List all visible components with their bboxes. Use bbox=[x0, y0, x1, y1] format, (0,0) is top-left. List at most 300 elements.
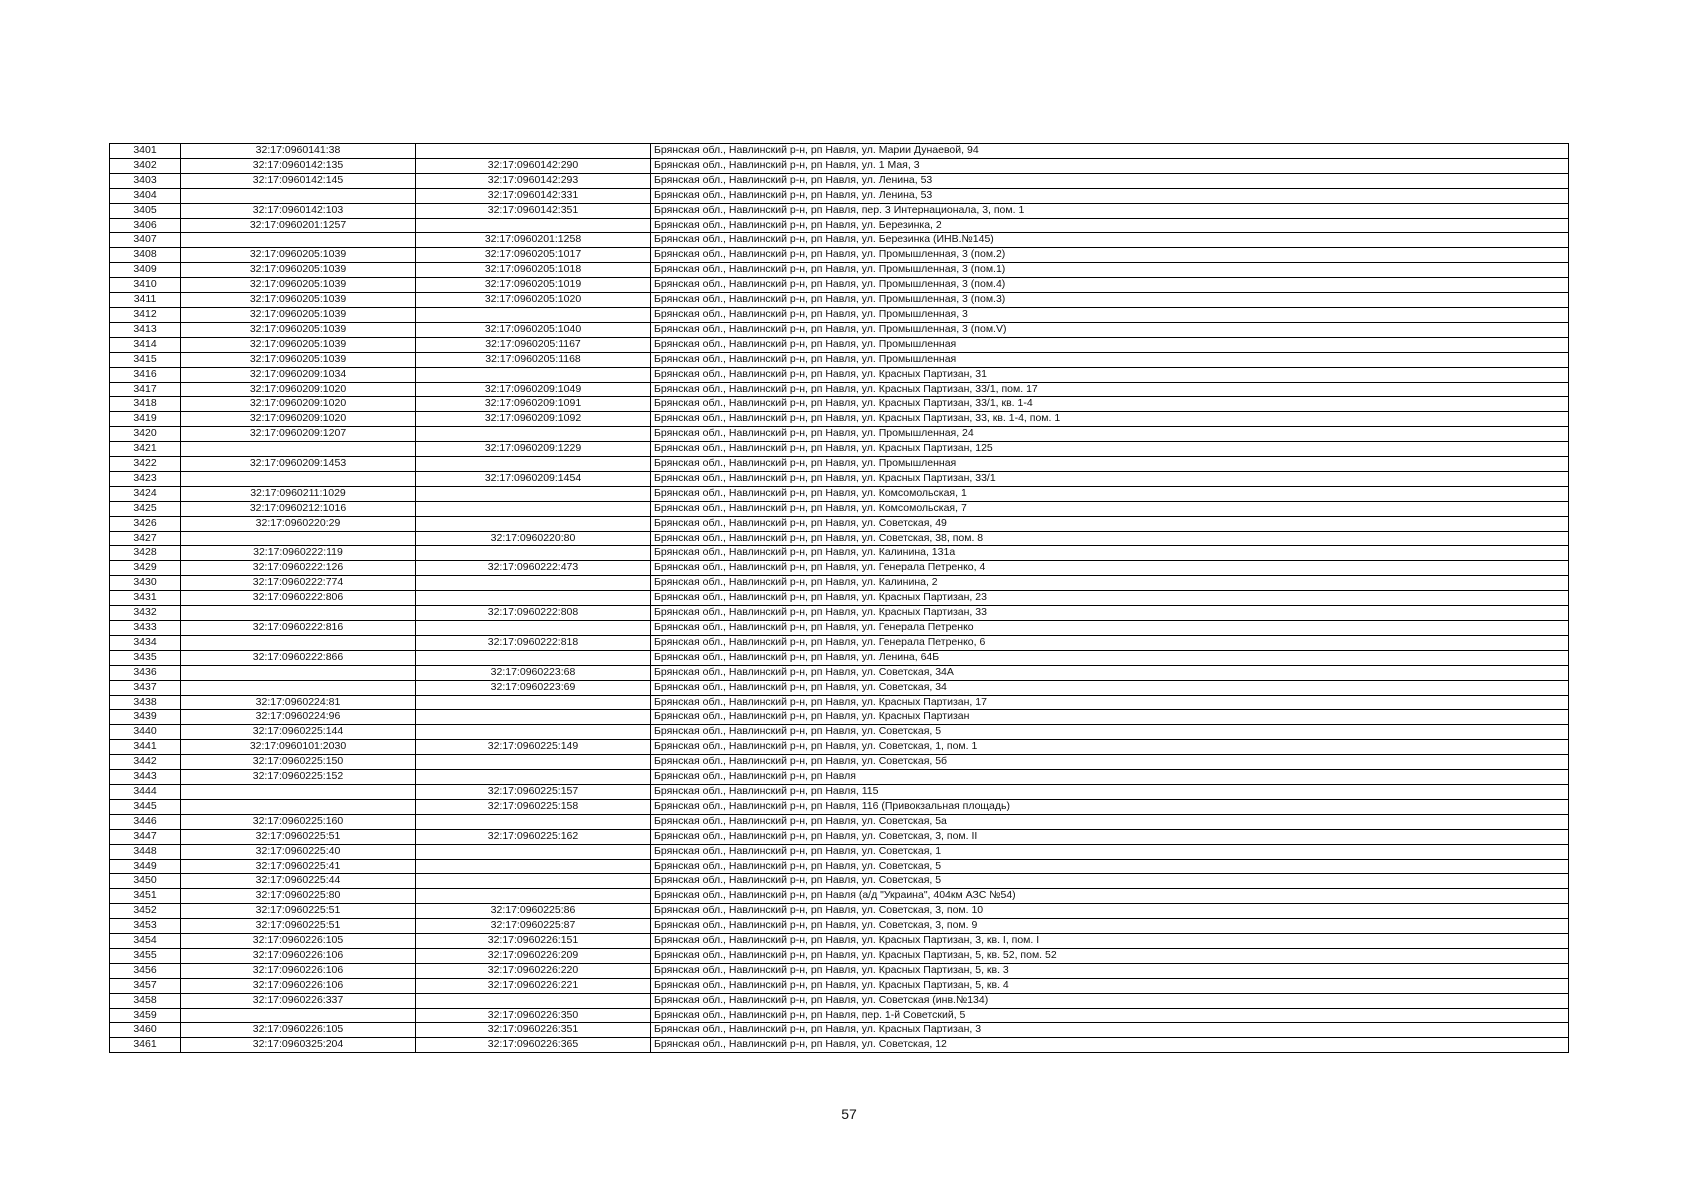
cadastral-number-cell bbox=[181, 606, 416, 621]
address-cell: Брянская обл., Навлинский р-н, рп Навля, ул. Красных Партизан, 33 bbox=[651, 606, 1569, 621]
row-number-cell: 3449 bbox=[110, 859, 181, 874]
cadastral-number-cell: 32:17:0960205:1039 bbox=[181, 248, 416, 263]
row-number-cell: 3438 bbox=[110, 695, 181, 710]
cadastral-number-cell bbox=[181, 233, 416, 248]
related-cadastral-cell: 32:17:0960209:1092 bbox=[416, 412, 651, 427]
related-cadastral-cell: 32:17:0960220:80 bbox=[416, 531, 651, 546]
related-cadastral-cell: 32:17:0960201:1258 bbox=[416, 233, 651, 248]
row-number-cell: 3428 bbox=[110, 546, 181, 561]
row-number-cell: 3447 bbox=[110, 829, 181, 844]
cadastral-number-cell bbox=[181, 471, 416, 486]
cadastral-number-cell bbox=[181, 635, 416, 650]
table-row bbox=[110, 322, 1569, 337]
address-cell: Брянская обл., Навлинский р-н, рп Навля, ул. Красных Партизан, 33/1 bbox=[651, 471, 1569, 486]
table-row bbox=[110, 993, 1569, 1008]
row-number-cell: 3457 bbox=[110, 978, 181, 993]
row-number-cell: 3458 bbox=[110, 993, 181, 1008]
row-number-cell: 3444 bbox=[110, 784, 181, 799]
address-cell: Брянская обл., Навлинский р-н, рп Навля, ул. Советская, 3, пом. 10 bbox=[651, 904, 1569, 919]
address-cell: Брянская обл., Навлинский р-н, рп Навля, пер. 3 Интернационала, 3, пом. 1 bbox=[651, 203, 1569, 218]
address-cell: Брянская обл., Навлинский р-н, рп Навля, ул. Калинина, 131а bbox=[651, 546, 1569, 561]
cadastral-number-cell: 32:17:0960209:1020 bbox=[181, 412, 416, 427]
row-number-cell: 3455 bbox=[110, 948, 181, 963]
related-cadastral-cell: 32:17:0960225:149 bbox=[416, 740, 651, 755]
related-cadastral-cell bbox=[416, 874, 651, 889]
cadastral-number-cell: 32:17:0960222:816 bbox=[181, 621, 416, 636]
row-number-cell: 3434 bbox=[110, 635, 181, 650]
related-cadastral-cell bbox=[416, 755, 651, 770]
related-cadastral-cell: 32:17:0960205:1167 bbox=[416, 337, 651, 352]
address-cell: Брянская обл., Навлинский р-н, рп Навля, ул. Березинка, 2 bbox=[651, 218, 1569, 233]
address-cell: Брянская обл., Навлинский р-н, рп Навля, ул. Красных Партизан, 33/1, пом. 17 bbox=[651, 382, 1569, 397]
row-number-cell: 3461 bbox=[110, 1038, 181, 1053]
row-number-cell: 3442 bbox=[110, 755, 181, 770]
table-row bbox=[110, 740, 1569, 755]
related-cadastral-cell bbox=[416, 695, 651, 710]
related-cadastral-cell bbox=[416, 710, 651, 725]
cadastral-number-cell bbox=[181, 188, 416, 203]
cadastral-number-cell: 32:17:0960212:1016 bbox=[181, 501, 416, 516]
related-cadastral-cell: 32:17:0960205:1017 bbox=[416, 248, 651, 263]
row-number-cell: 3435 bbox=[110, 650, 181, 665]
related-cadastral-cell bbox=[416, 591, 651, 606]
related-cadastral-cell bbox=[416, 457, 651, 472]
related-cadastral-cell: 32:17:0960205:1040 bbox=[416, 322, 651, 337]
table-row bbox=[110, 471, 1569, 486]
related-cadastral-cell: 32:17:0960226:365 bbox=[416, 1038, 651, 1053]
cadastral-number-cell: 32:17:0960225:51 bbox=[181, 919, 416, 934]
table-row bbox=[110, 352, 1569, 367]
related-cadastral-cell bbox=[416, 307, 651, 322]
row-number-cell: 3404 bbox=[110, 188, 181, 203]
cadastral-number-cell: 32:17:0960211:1029 bbox=[181, 486, 416, 501]
table-row bbox=[110, 248, 1569, 263]
cadastral-number-cell: 32:17:0960225:41 bbox=[181, 859, 416, 874]
related-cadastral-cell: 32:17:0960225:87 bbox=[416, 919, 651, 934]
cadastral-number-cell: 32:17:0960226:105 bbox=[181, 934, 416, 949]
cadastral-number-cell: 32:17:0960226:106 bbox=[181, 948, 416, 963]
address-cell: Брянская обл., Навлинский р-н, рп Навля, пер. 1-й Советский, 5 bbox=[651, 1008, 1569, 1023]
table-row bbox=[110, 1008, 1569, 1023]
row-number-cell: 3402 bbox=[110, 158, 181, 173]
related-cadastral-cell: 32:17:0960142:290 bbox=[416, 158, 651, 173]
related-cadastral-cell: 32:17:0960223:68 bbox=[416, 665, 651, 680]
table-row bbox=[110, 293, 1569, 308]
table-row bbox=[110, 1038, 1569, 1053]
table-row bbox=[110, 278, 1569, 293]
row-number-cell: 3417 bbox=[110, 382, 181, 397]
table-row bbox=[110, 859, 1569, 874]
row-number-cell: 3448 bbox=[110, 844, 181, 859]
related-cadastral-cell: 32:17:0960226:221 bbox=[416, 978, 651, 993]
row-number-cell: 3460 bbox=[110, 1023, 181, 1038]
table-row bbox=[110, 203, 1569, 218]
address-cell: Брянская обл., Навлинский р-н, рп Навля, ул. Советская, 5 bbox=[651, 874, 1569, 889]
table-row bbox=[110, 606, 1569, 621]
related-cadastral-cell: 32:17:0960209:1454 bbox=[416, 471, 651, 486]
cadastral-number-cell: 32:17:0960222:119 bbox=[181, 546, 416, 561]
table-row bbox=[110, 874, 1569, 889]
row-number-cell: 3412 bbox=[110, 307, 181, 322]
related-cadastral-cell: 32:17:0960225:86 bbox=[416, 904, 651, 919]
table-row bbox=[110, 397, 1569, 412]
related-cadastral-cell: 32:17:0960142:331 bbox=[416, 188, 651, 203]
row-number-cell: 3454 bbox=[110, 934, 181, 949]
related-cadastral-cell: 32:17:0960226:220 bbox=[416, 963, 651, 978]
address-cell: Брянская обл., Навлинский р-н, рп Навля, ул. Калинина, 2 bbox=[651, 576, 1569, 591]
table-row bbox=[110, 889, 1569, 904]
related-cadastral-cell bbox=[416, 486, 651, 501]
cadastral-number-cell bbox=[181, 680, 416, 695]
address-cell: Брянская обл., Навлинский р-н, рп Навля, ул. Промышленная, 3 bbox=[651, 307, 1569, 322]
related-cadastral-cell bbox=[416, 144, 651, 159]
row-number-cell: 3453 bbox=[110, 919, 181, 934]
row-number-cell: 3441 bbox=[110, 740, 181, 755]
cadastral-number-cell: 32:17:0960209:1453 bbox=[181, 457, 416, 472]
table-row bbox=[110, 144, 1569, 159]
row-number-cell: 3426 bbox=[110, 516, 181, 531]
cadastral-number-cell: 32:17:0960209:1034 bbox=[181, 367, 416, 382]
table-row bbox=[110, 591, 1569, 606]
table-row bbox=[110, 844, 1569, 859]
address-cell: Брянская обл., Навлинский р-н, рп Навля, ул. Советская, 34А bbox=[651, 665, 1569, 680]
row-number-cell: 3416 bbox=[110, 367, 181, 382]
cadastral-number-cell: 32:17:0960222:806 bbox=[181, 591, 416, 606]
related-cadastral-cell bbox=[416, 576, 651, 591]
cadastral-number-cell: 32:17:0960225:51 bbox=[181, 829, 416, 844]
address-cell: Брянская обл., Навлинский р-н, рп Навля, ул. 1 Мая, 3 bbox=[651, 158, 1569, 173]
cadastral-number-cell: 32:17:0960205:1039 bbox=[181, 263, 416, 278]
table-row bbox=[110, 158, 1569, 173]
cadastral-number-cell bbox=[181, 1008, 416, 1023]
row-number-cell: 3406 bbox=[110, 218, 181, 233]
related-cadastral-cell bbox=[416, 516, 651, 531]
cadastral-number-cell bbox=[181, 784, 416, 799]
address-cell: Брянская обл., Навлинский р-н, рп Навля, ул. Промышленная, 3 (пом.2) bbox=[651, 248, 1569, 263]
cadastral-number-cell: 32:17:0960222:774 bbox=[181, 576, 416, 591]
related-cadastral-cell: 32:17:0960209:1049 bbox=[416, 382, 651, 397]
related-cadastral-cell: 32:17:0960209:1091 bbox=[416, 397, 651, 412]
cadastral-number-cell: 32:17:0960101:2030 bbox=[181, 740, 416, 755]
cadastral-number-cell: 32:17:0960225:51 bbox=[181, 904, 416, 919]
cadastral-number-cell bbox=[181, 442, 416, 457]
cadastral-number-cell: 32:17:0960225:152 bbox=[181, 770, 416, 785]
related-cadastral-cell: 32:17:0960142:293 bbox=[416, 173, 651, 188]
cadastral-number-cell: 32:17:0960225:40 bbox=[181, 844, 416, 859]
address-cell: Брянская обл., Навлинский р-н, рп Навля, ул. Советская, 1 bbox=[651, 844, 1569, 859]
address-cell: Брянская обл., Навлинский р-н, рп Навля, ул. Советская, 38, пом. 8 bbox=[651, 531, 1569, 546]
cadastral-number-cell: 32:17:0960226:106 bbox=[181, 978, 416, 993]
table-row bbox=[110, 799, 1569, 814]
row-number-cell: 3432 bbox=[110, 606, 181, 621]
address-cell: Брянская обл., Навлинский р-н, рп Навля, ул. Промышленная bbox=[651, 337, 1569, 352]
address-cell: Брянская обл., Навлинский р-н, рп Навля, ул. Советская, 5б bbox=[651, 755, 1569, 770]
row-number-cell: 3421 bbox=[110, 442, 181, 457]
cadastral-number-cell bbox=[181, 665, 416, 680]
cadastral-number-cell: 32:17:0960201:1257 bbox=[181, 218, 416, 233]
related-cadastral-cell bbox=[416, 621, 651, 636]
row-number-cell: 3425 bbox=[110, 501, 181, 516]
row-number-cell: 3401 bbox=[110, 144, 181, 159]
related-cadastral-cell bbox=[416, 993, 651, 1008]
table-row bbox=[110, 650, 1569, 665]
row-number-cell: 3445 bbox=[110, 799, 181, 814]
address-cell: Брянская обл., Навлинский р-н, рп Навля, ул. Советская, 3, пом. II bbox=[651, 829, 1569, 844]
related-cadastral-cell: 32:17:0960205:1020 bbox=[416, 293, 651, 308]
cadastral-number-cell: 32:17:0960209:1020 bbox=[181, 397, 416, 412]
related-cadastral-cell bbox=[416, 367, 651, 382]
table-row bbox=[110, 1023, 1569, 1038]
row-number-cell: 3451 bbox=[110, 889, 181, 904]
cadastral-number-cell: 32:17:0960142:135 bbox=[181, 158, 416, 173]
related-cadastral-cell: 32:17:0960222:818 bbox=[416, 635, 651, 650]
cadastral-number-cell: 32:17:0960226:106 bbox=[181, 963, 416, 978]
address-cell: Брянская обл., Навлинский р-н, рп Навля, ул. Промышленная, 3 (пом.3) bbox=[651, 293, 1569, 308]
table-row bbox=[110, 755, 1569, 770]
cadastral-number-cell: 32:17:0960205:1039 bbox=[181, 352, 416, 367]
cadastral-number-cell: 32:17:0960142:145 bbox=[181, 173, 416, 188]
row-number-cell: 3409 bbox=[110, 263, 181, 278]
address-cell: Брянская обл., Навлинский р-н, рп Навля, ул. Красных Партизан, 33/1, кв. 1-4 bbox=[651, 397, 1569, 412]
cadastral-number-cell: 32:17:0960205:1039 bbox=[181, 322, 416, 337]
row-number-cell: 3456 bbox=[110, 963, 181, 978]
cadastral-number-cell: 32:17:0960220:29 bbox=[181, 516, 416, 531]
address-cell: Брянская обл., Навлинский р-н, рп Навля, ул. Красных Партизан bbox=[651, 710, 1569, 725]
cadastral-number-cell: 32:17:0960222:126 bbox=[181, 561, 416, 576]
table-row bbox=[110, 963, 1569, 978]
table-row bbox=[110, 621, 1569, 636]
table-row bbox=[110, 934, 1569, 949]
address-cell: Брянская обл., Навлинский р-н, рп Навля, ул. Промышленная, 24 bbox=[651, 427, 1569, 442]
cadastral-number-cell: 32:17:0960205:1039 bbox=[181, 307, 416, 322]
table-row bbox=[110, 337, 1569, 352]
table-row bbox=[110, 710, 1569, 725]
cadastral-number-cell: 32:17:0960224:81 bbox=[181, 695, 416, 710]
registry-table bbox=[109, 143, 1569, 1053]
cadastral-number-cell: 32:17:0960225:150 bbox=[181, 755, 416, 770]
address-cell: Брянская обл., Навлинский р-н, рп Навля, ул. Промышленная bbox=[651, 352, 1569, 367]
related-cadastral-cell: 32:17:0960205:1018 bbox=[416, 263, 651, 278]
cadastral-number-cell: 32:17:0960226:105 bbox=[181, 1023, 416, 1038]
table-row bbox=[110, 829, 1569, 844]
row-number-cell: 3418 bbox=[110, 397, 181, 412]
cadastral-number-cell: 32:17:0960225:160 bbox=[181, 814, 416, 829]
related-cadastral-cell bbox=[416, 427, 651, 442]
table-row bbox=[110, 218, 1569, 233]
cadastral-number-cell: 32:17:0960209:1020 bbox=[181, 382, 416, 397]
address-cell: Брянская обл., Навлинский р-н, рп Навля, ул. Красных Партизан, 31 bbox=[651, 367, 1569, 382]
address-cell: Брянская обл., Навлинский р-н, рп Навля, ул. Марии Дунаевой, 94 bbox=[651, 144, 1569, 159]
address-cell: Брянская обл., Навлинский р-н, рп Навля, ул. Советская, 5 bbox=[651, 725, 1569, 740]
table-row bbox=[110, 814, 1569, 829]
row-number-cell: 3414 bbox=[110, 337, 181, 352]
address-cell: Брянская обл., Навлинский р-н, рп Навля, ул. Генерала Петренко bbox=[651, 621, 1569, 636]
table-row bbox=[110, 307, 1569, 322]
table-row bbox=[110, 516, 1569, 531]
address-cell: Брянская обл., Навлинский р-н, рп Навля, ул. Советская, 49 bbox=[651, 516, 1569, 531]
related-cadastral-cell: 32:17:0960209:1229 bbox=[416, 442, 651, 457]
row-number-cell: 3459 bbox=[110, 1008, 181, 1023]
row-number-cell: 3439 bbox=[110, 710, 181, 725]
address-cell: Брянская обл., Навлинский р-н, рп Навля, ул. Красных Партизан, 125 bbox=[651, 442, 1569, 457]
related-cadastral-cell: 32:17:0960223:69 bbox=[416, 680, 651, 695]
address-cell: Брянская обл., Навлинский р-н, рп Навля, ул. Советская (инв.№134) bbox=[651, 993, 1569, 1008]
row-number-cell: 3413 bbox=[110, 322, 181, 337]
table-row bbox=[110, 948, 1569, 963]
row-number-cell: 3436 bbox=[110, 665, 181, 680]
row-number-cell: 3411 bbox=[110, 293, 181, 308]
related-cadastral-cell: 32:17:0960205:1168 bbox=[416, 352, 651, 367]
address-cell: Брянская обл., Навлинский р-н, рп Навля, ул. Советская, 5а bbox=[651, 814, 1569, 829]
row-number-cell: 3431 bbox=[110, 591, 181, 606]
address-cell: Брянская обл., Навлинский р-н, рп Навля, ул. Ленина, 64Б bbox=[651, 650, 1569, 665]
related-cadastral-cell bbox=[416, 889, 651, 904]
address-cell: Брянская обл., Навлинский р-н, рп Навля, ул. Генерала Петренко, 6 bbox=[651, 635, 1569, 650]
table-row bbox=[110, 576, 1569, 591]
cadastral-number-cell: 32:17:0960209:1207 bbox=[181, 427, 416, 442]
related-cadastral-cell bbox=[416, 546, 651, 561]
row-number-cell: 3422 bbox=[110, 457, 181, 472]
address-cell: Брянская обл., Навлинский р-н, рп Навля, ул. Советская, 3, пом. 9 bbox=[651, 919, 1569, 934]
row-number-cell: 3440 bbox=[110, 725, 181, 740]
address-cell: Брянская обл., Навлинский р-н, рп Навля, ул. Красных Партизан, 3, кв. I, пом. I bbox=[651, 934, 1569, 949]
related-cadastral-cell bbox=[416, 859, 651, 874]
table-row bbox=[110, 978, 1569, 993]
related-cadastral-cell: 32:17:0960226:351 bbox=[416, 1023, 651, 1038]
table-row bbox=[110, 263, 1569, 278]
address-cell: Брянская обл., Навлинский р-н, рп Навля bbox=[651, 770, 1569, 785]
related-cadastral-cell bbox=[416, 650, 651, 665]
address-cell: Брянская обл., Навлинский р-н, рп Навля, ул. Промышленная, 3 (пом.V) bbox=[651, 322, 1569, 337]
address-cell: Брянская обл., Навлинский р-н, рп Навля, ул. Промышленная, 3 (пом.1) bbox=[651, 263, 1569, 278]
row-number-cell: 3430 bbox=[110, 576, 181, 591]
table-row bbox=[110, 695, 1569, 710]
related-cadastral-cell: 32:17:0960226:151 bbox=[416, 934, 651, 949]
row-number-cell: 3452 bbox=[110, 904, 181, 919]
address-cell: Брянская обл., Навлинский р-н, рп Навля, ул. Комсомольская, 1 bbox=[651, 486, 1569, 501]
table-row bbox=[110, 725, 1569, 740]
address-cell: Брянская обл., Навлинский р-н, рп Навля, ул. Генерала Петренко, 4 bbox=[651, 561, 1569, 576]
row-number-cell: 3407 bbox=[110, 233, 181, 248]
cadastral-number-cell: 32:17:0960142:103 bbox=[181, 203, 416, 218]
registry-table-body bbox=[110, 144, 1569, 1053]
table-row bbox=[110, 904, 1569, 919]
page-number: 57 bbox=[841, 1106, 857, 1122]
related-cadastral-cell bbox=[416, 770, 651, 785]
address-cell: Брянская обл., Навлинский р-н, рп Навля, ул. Комсомольская, 7 bbox=[651, 501, 1569, 516]
related-cadastral-cell: 32:17:0960222:808 bbox=[416, 606, 651, 621]
related-cadastral-cell: 32:17:0960225:162 bbox=[416, 829, 651, 844]
cadastral-number-cell: 32:17:0960141:38 bbox=[181, 144, 416, 159]
row-number-cell: 3420 bbox=[110, 427, 181, 442]
table-row bbox=[110, 486, 1569, 501]
cadastral-number-cell: 32:17:0960225:44 bbox=[181, 874, 416, 889]
table-row bbox=[110, 382, 1569, 397]
row-number-cell: 3403 bbox=[110, 173, 181, 188]
related-cadastral-cell bbox=[416, 844, 651, 859]
row-number-cell: 3424 bbox=[110, 486, 181, 501]
address-cell: Брянская обл., Навлинский р-н, рп Навля, ул. Советская, 34 bbox=[651, 680, 1569, 695]
address-cell: Брянская обл., Навлинский р-н, рп Навля, ул. Советская, 5 bbox=[651, 859, 1569, 874]
related-cadastral-cell bbox=[416, 814, 651, 829]
row-number-cell: 3437 bbox=[110, 680, 181, 695]
related-cadastral-cell: 32:17:0960222:473 bbox=[416, 561, 651, 576]
related-cadastral-cell: 32:17:0960142:351 bbox=[416, 203, 651, 218]
cadastral-number-cell: 32:17:0960205:1039 bbox=[181, 337, 416, 352]
address-cell: Брянская обл., Навлинский р-н, рп Навля, ул. Советская, 1, пом. 1 bbox=[651, 740, 1569, 755]
cadastral-number-cell bbox=[181, 799, 416, 814]
table-row bbox=[110, 635, 1569, 650]
table-row bbox=[110, 665, 1569, 680]
table-row bbox=[110, 457, 1569, 472]
address-cell: Брянская обл., Навлинский р-н, рп Навля, ул. Промышленная, 3 (пом.4) bbox=[651, 278, 1569, 293]
table-row bbox=[110, 680, 1569, 695]
address-cell: Брянская обл., Навлинский р-н, рп Навля, ул. Ленина, 53 bbox=[651, 188, 1569, 203]
row-number-cell: 3405 bbox=[110, 203, 181, 218]
cadastral-number-cell: 32:17:0960222:866 bbox=[181, 650, 416, 665]
table-row bbox=[110, 367, 1569, 382]
address-cell: Брянская обл., Навлинский р-н, рп Навля, ул. Красных Партизан, 23 bbox=[651, 591, 1569, 606]
row-number-cell: 3410 bbox=[110, 278, 181, 293]
related-cadastral-cell bbox=[416, 725, 651, 740]
table-row bbox=[110, 427, 1569, 442]
address-cell: Брянская обл., Навлинский р-н, рп Навля, ул. Красных Партизан, 5, кв. 52, пом. 52 bbox=[651, 948, 1569, 963]
related-cadastral-cell: 32:17:0960226:350 bbox=[416, 1008, 651, 1023]
row-number-cell: 3443 bbox=[110, 770, 181, 785]
related-cadastral-cell: 32:17:0960226:209 bbox=[416, 948, 651, 963]
related-cadastral-cell bbox=[416, 501, 651, 516]
cadastral-number-cell: 32:17:0960225:144 bbox=[181, 725, 416, 740]
cadastral-number-cell: 32:17:0960224:96 bbox=[181, 710, 416, 725]
row-number-cell: 3419 bbox=[110, 412, 181, 427]
address-cell: Брянская обл., Навлинский р-н, рп Навля, ул. Промышленная bbox=[651, 457, 1569, 472]
table-row bbox=[110, 784, 1569, 799]
address-cell: Брянская обл., Навлинский р-н, рп Навля, ул. Красных Партизан, 33, кв. 1-4, пом. 1 bbox=[651, 412, 1569, 427]
table-row bbox=[110, 770, 1569, 785]
cadastral-number-cell: 32:17:0960205:1039 bbox=[181, 293, 416, 308]
address-cell: Брянская обл., Навлинский р-н, рп Навля, 115 bbox=[651, 784, 1569, 799]
cadastral-number-cell: 32:17:0960325:204 bbox=[181, 1038, 416, 1053]
address-cell: Брянская обл., Навлинский р-н, рп Навля, ул. Ленина, 53 bbox=[651, 173, 1569, 188]
table-row bbox=[110, 561, 1569, 576]
table-row bbox=[110, 919, 1569, 934]
cadastral-number-cell bbox=[181, 531, 416, 546]
table-row bbox=[110, 173, 1569, 188]
table-row bbox=[110, 233, 1569, 248]
row-number-cell: 3446 bbox=[110, 814, 181, 829]
related-cadastral-cell bbox=[416, 218, 651, 233]
cadastral-number-cell: 32:17:0960205:1039 bbox=[181, 278, 416, 293]
cadastral-number-cell: 32:17:0960226:337 bbox=[181, 993, 416, 1008]
row-number-cell: 3429 bbox=[110, 561, 181, 576]
row-number-cell: 3415 bbox=[110, 352, 181, 367]
address-cell: Брянская обл., Навлинский р-н, рп Навля, ул. Красных Партизан, 17 bbox=[651, 695, 1569, 710]
address-cell: Брянская обл., Навлинский р-н, рп Навля, ул. Красных Партизан, 3 bbox=[651, 1023, 1569, 1038]
address-cell: Брянская обл., Навлинский р-н, рп Навля, 116 (Привокзальная площадь) bbox=[651, 799, 1569, 814]
related-cadastral-cell: 32:17:0960205:1019 bbox=[416, 278, 651, 293]
address-cell: Брянская обл., Навлинский р-н, рп Навля (а/д "Украина", 404км АЗС №54) bbox=[651, 889, 1569, 904]
cadastral-number-cell: 32:17:0960225:80 bbox=[181, 889, 416, 904]
row-number-cell: 3423 bbox=[110, 471, 181, 486]
table-row bbox=[110, 501, 1569, 516]
address-cell: Брянская обл., Навлинский р-н, рп Навля, ул. Советская, 12 bbox=[651, 1038, 1569, 1053]
related-cadastral-cell: 32:17:0960225:157 bbox=[416, 784, 651, 799]
table-row bbox=[110, 546, 1569, 561]
related-cadastral-cell: 32:17:0960225:158 bbox=[416, 799, 651, 814]
address-cell: Брянская обл., Навлинский р-н, рп Навля, ул. Красных Партизан, 5, кв. 4 bbox=[651, 978, 1569, 993]
address-cell: Брянская обл., Навлинский р-н, рп Навля, ул. Красных Партизан, 5, кв. 3 bbox=[651, 963, 1569, 978]
table-row bbox=[110, 531, 1569, 546]
